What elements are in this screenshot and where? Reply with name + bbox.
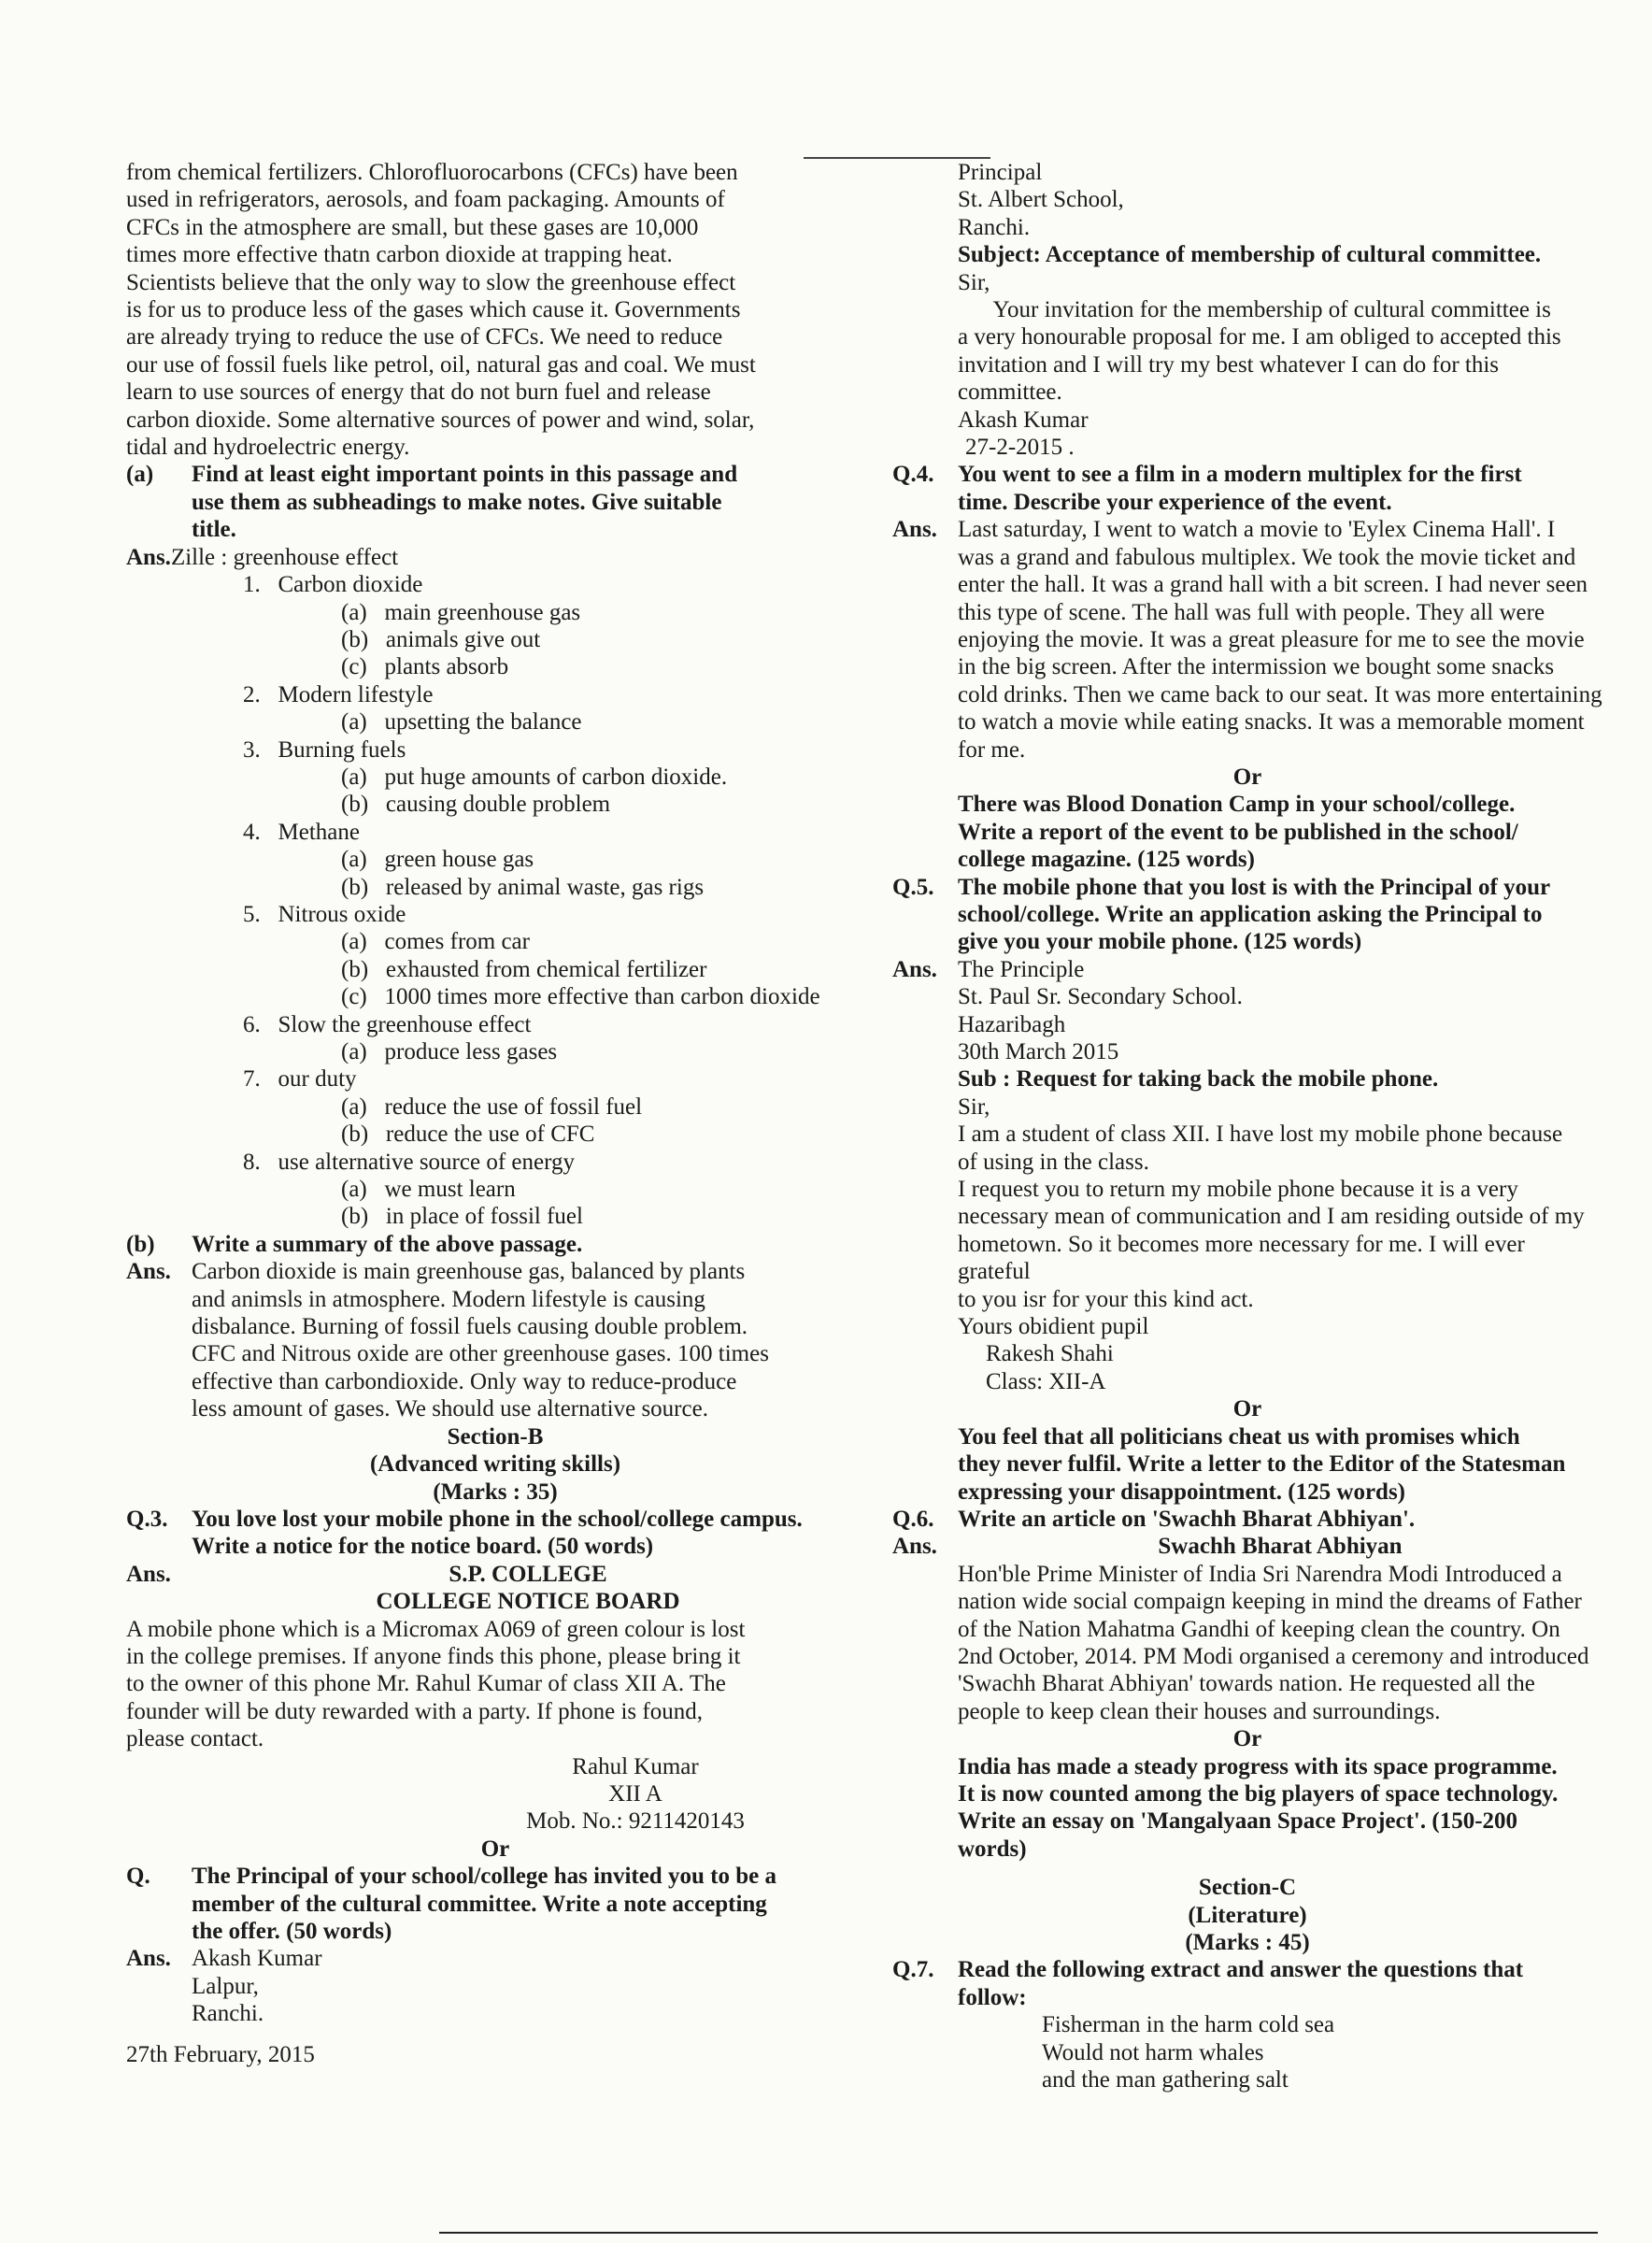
passage-line: tidal and hydroelectric energy. — [126, 435, 410, 461]
q4-ans-line: Last saturday, I went to watch a movie to 'Eylex Cinema Hall'. I — [958, 517, 1556, 543]
note-sub: (a) we must learn — [341, 1177, 516, 1203]
note-heading: 5. Nitrous oxide — [243, 901, 406, 927]
part-b-question — [126, 1231, 864, 1258]
q5-body-line: of using in the class. — [958, 1149, 1149, 1175]
letter-sign-date: 27-2-2015 . — [965, 435, 1075, 461]
note-heading: 1. Carbon dioxide — [243, 572, 423, 598]
notes-title: Zille : greenhouse effect — [170, 544, 399, 570]
bottom-divider — [439, 2232, 1598, 2234]
q4-ans-label: Ans. — [892, 517, 937, 543]
q-alt-ans-label: Ans. — [126, 1946, 171, 1972]
notice-sign-name: Rahul Kumar — [572, 1753, 699, 1779]
q4-line: time. Describe your experience of the event. — [958, 489, 1392, 515]
letter-sign-name: Akash Kumar — [958, 407, 1089, 433]
q5-body-line: to you isr for your this kind act. — [958, 1286, 1254, 1312]
q5-question — [892, 874, 1602, 956]
poem-line: Fisherman in the harm cold sea — [1042, 2012, 1335, 2038]
notice-signature — [126, 1753, 864, 1836]
address-line: Akash Kumar — [192, 1946, 322, 1972]
note-sub: (a) main greenhouse gas — [341, 599, 581, 625]
summary-answer — [126, 1258, 864, 1422]
q-alt-question — [126, 1863, 864, 1945]
section-b-subtitle: (Advanced writing skills) — [369, 1451, 621, 1478]
note-sub: (a) put huge amounts of carbon dioxide. — [341, 764, 728, 790]
notice-line: to the owner of this phone Mr. Rahul Kumar of class XII A. The — [126, 1671, 726, 1697]
q5-alt-question — [892, 1423, 1602, 1506]
q3-label: Q.3. — [126, 1506, 168, 1532]
section-b-heading — [126, 1423, 864, 1506]
note-sub: (b) exhausted from chemical fertilizer — [341, 956, 707, 982]
q6-alt-line: It is now counted among the big players of space technology. — [958, 1780, 1559, 1807]
note-sub: (a) upsetting the balance — [341, 709, 582, 736]
q5-body-line: hometown. So it becomes more necessary for me. I will ever grateful — [958, 1231, 1531, 1285]
q4-alt-line: There was Blood Donation Camp in your school/college. — [958, 792, 1516, 818]
section-c-title: Section-C — [1198, 1875, 1297, 1901]
passage-line: carbon dioxide. Some alternative sources of power and wind, solar, — [126, 407, 755, 433]
passage-text — [126, 159, 864, 461]
q3-line: Write a notice for the notice board. (50 words) — [192, 1534, 654, 1560]
q3-line: You love lost your mobile phone in the school/college campus. — [192, 1506, 803, 1532]
q6-body-line: Hon'ble Prime Minister of India Sri Narendra Modi Introduced a — [958, 1561, 1562, 1587]
q6-title: Swachh Bharat Abhiyan — [1158, 1534, 1403, 1560]
q4-alt-line: Write a report of the event to be published in the school/ — [958, 819, 1518, 845]
q5-line: school/college. Write an application asking the Principal to — [958, 901, 1543, 927]
poem-line: Would not harm whales — [1042, 2039, 1264, 2065]
notes-answer — [126, 544, 864, 1231]
q5-body-line: necessary mean of communication and I am residing outside of my — [958, 1204, 1585, 1230]
passage-line: our use of fossil fuels like petrol, oil, natural gas and coal. We must — [126, 351, 756, 378]
address-line: Lalpur, — [192, 1973, 259, 1999]
q6-alt-line: Write an essay on 'Mangalyaan Space Project'. (150-200 — [958, 1808, 1518, 1835]
letter-subject: Subject: Acceptance of membership of cultural committee. — [958, 242, 1542, 268]
part-a-line: use them as subheadings to make notes. Give suitable — [192, 489, 722, 515]
notice-line: in the college premises. If anyone finds this phone, please bring it — [126, 1643, 741, 1669]
letter-address — [892, 159, 1602, 461]
letter-salutation: Sir, — [958, 269, 990, 295]
q5-body-line: I am a student of class XII. I have lost my mobile phone because — [958, 1122, 1563, 1148]
note-sub: (b) causing double problem — [341, 792, 611, 818]
q6-body-line: of the Nation Mahatma Gandhi of keeping clean the country. On — [958, 1616, 1560, 1642]
q5-line: give you your mobile phone. (125 words) — [958, 929, 1362, 955]
or-separator: Or — [1232, 1726, 1262, 1752]
passage-line: times more effective thatn carbon dioxide at trapping heat. — [126, 242, 673, 268]
passage-line: CFCs in the atmosphere are small, but these gases are 10,000 — [126, 214, 699, 240]
passage-line: is for us to produce less of the gases which cause it. Governments — [126, 297, 741, 323]
part-b-text: Write a summary of the above passage. — [192, 1231, 583, 1257]
q7-line: follow: — [958, 1984, 1027, 2010]
or-separator: Or — [1232, 1396, 1262, 1422]
part-a-question — [126, 461, 864, 543]
part-a-line: title. — [192, 517, 236, 543]
q5-sign-name: Rakesh Shahi — [986, 1341, 1114, 1367]
note-heading: 6. Slow the greenhouse effect — [243, 1011, 532, 1037]
q4-alt-line: college magazine. (125 words) — [958, 847, 1255, 873]
note-sub: (c) 1000 times more effective than carbon dioxide — [341, 984, 820, 1010]
q6-ans-label: Ans. — [892, 1534, 937, 1560]
q5-ans-label: Ans. — [892, 956, 937, 982]
q4-ans-line: for me. — [958, 736, 1026, 763]
notice-body — [126, 1616, 864, 1753]
letter-line: Ranchi. — [958, 214, 1031, 240]
q-alt-line: the offer. (50 words) — [192, 1919, 392, 1944]
q5-alt-line: You feel that all politicians cheat us with promises which — [958, 1423, 1520, 1450]
q3-question — [126, 1506, 864, 1561]
q5-sub: Sub : Request for taking back the mobile phone. — [958, 1066, 1439, 1093]
note-sub: (a) reduce the use of fossil fuel — [341, 1093, 643, 1120]
letter-line: St. Albert School, — [958, 187, 1124, 213]
notice-sign-mobile: Mob. No.: 9211420143 — [526, 1808, 745, 1835]
q-alt-answer — [126, 1945, 864, 2027]
note-heading: 8. use alternative source of energy — [243, 1149, 575, 1175]
q6-alt-line: words) — [958, 1836, 1027, 1862]
part-a-line: Find at least eight important points in this passage and — [192, 462, 738, 488]
q4-ans-line: cold drinks. Then we came back to our seat. It was more entertaining — [958, 681, 1602, 707]
q4-answer — [892, 516, 1602, 764]
q6-text: Write an article on 'Swachh Bharat Abhiyan'. — [958, 1506, 1416, 1532]
letter-body-line: committee. — [958, 379, 1062, 406]
q5-body-line: I request you to return my mobile phone because it is a very — [958, 1177, 1518, 1203]
summary-line: and animsls in atmosphere. Modern lifestyle is causing — [192, 1286, 705, 1312]
q-alt-line: The Principal of your school/college has invited you to be a — [192, 1864, 776, 1890]
notice-sign-class: XII A — [608, 1780, 662, 1807]
passage-line: are already trying to reduce the use of CFCs. We need to reduce — [126, 324, 723, 350]
q6-body-line: nation wide social compaign keeping in mind the dreams of Father — [958, 1589, 1582, 1615]
address-line: Ranchi. — [192, 2001, 264, 2027]
q4-ans-line: was a grand and fabulous multiplex. We took the movie ticket and — [958, 544, 1576, 570]
q6-label: Q.6. — [892, 1506, 934, 1532]
q-alt-label: Q. — [126, 1864, 150, 1890]
q4-ans-line: in the big screen. After the intermission we bought some snacks — [958, 654, 1555, 680]
q5-alt-line: they never fulfil. Write a letter to the Editor of the Statesman — [958, 1451, 1566, 1478]
q4-line: You went to see a film in a modern multiplex for the first — [958, 462, 1522, 488]
section-c-marks: (Marks : 45) — [1185, 1930, 1310, 1955]
q5-date: 30th March 2015 — [958, 1039, 1119, 1064]
q4-question — [892, 461, 1602, 516]
note-sub: (b) in place of fossil fuel — [341, 1204, 583, 1230]
notice-line: please contact. — [126, 1726, 264, 1752]
notice-line: founder will be duty rewarded with a party. If phone is found, — [126, 1698, 703, 1724]
q7-question — [892, 1956, 1602, 2011]
right-column — [892, 159, 1602, 2093]
part-a-label: (a) — [126, 462, 154, 488]
note-sub: (b) reduce the use of CFC — [341, 1122, 595, 1148]
q4-label: Q.4. — [892, 462, 934, 488]
notice-line: A mobile phone which is a Micromax A069 of green colour is lost — [126, 1616, 746, 1642]
q5-address-line: The Principle — [958, 956, 1085, 982]
q5-answer — [892, 956, 1602, 1396]
q6-question — [892, 1506, 1602, 1533]
q5-alt-line: expressing your disappointment. (125 words) — [958, 1479, 1405, 1505]
q7-label: Q.7. — [892, 1957, 934, 1983]
q6-body-line: 2nd October, 2014. PM Modi organised a ceremony and introduced — [958, 1643, 1589, 1669]
q3-ans-label: Ans. — [126, 1561, 171, 1587]
note-heading: 4. Methane — [243, 819, 360, 845]
q7-line: Read the following extract and answer the questions that — [958, 1957, 1524, 1983]
q-alt-line: member of the cultural committee. Write a note accepting — [192, 1891, 767, 1917]
q5-sign-class: Class: XII-A — [986, 1368, 1106, 1394]
note-heading: 2. Modern lifestyle — [243, 681, 434, 707]
letter-line: Principal — [958, 160, 1043, 185]
letter-body-line: Your invitation for the membership of cultural committee is — [958, 297, 1551, 323]
q5-address-line: St. Paul Sr. Secondary School. — [958, 984, 1243, 1010]
q6-alt-line: India has made a steady progress with its space programme. — [958, 1753, 1558, 1779]
passage-line: used in refrigerators, aerosols, and foam packaging. Amounts of — [126, 187, 725, 213]
poem-line: and the man gathering salt — [1042, 2067, 1289, 2093]
q3-answer — [126, 1561, 864, 1616]
q4-alt-question — [892, 791, 1602, 873]
q6-alt-question — [892, 1753, 1602, 1864]
note-sub: (a) produce less gases — [341, 1039, 558, 1064]
or-separator: Or — [480, 1836, 510, 1862]
notice-college: S.P. COLLEGE — [449, 1561, 607, 1587]
or-separator: Or — [1232, 764, 1262, 790]
summary-line: CFC and Nitrous oxide are other greenhouse gases. 100 times — [192, 1341, 769, 1367]
letter-body-line: a very honourable proposal for me. I am obliged to accepted this — [958, 324, 1561, 350]
q5-label: Q.5. — [892, 874, 934, 900]
q6-body-line: people to keep clean their houses and surroundings. — [958, 1698, 1441, 1724]
note-sub: (b) released by animal waste, gas rigs — [341, 874, 705, 900]
q4-ans-line: enjoying the movie. It was a great pleasure for me to see the movie — [958, 626, 1585, 652]
note-sub: (b) animals give out — [341, 626, 541, 652]
left-column — [126, 159, 864, 2068]
q4-ans-line: enter the hall. It was a grand hall with a bit screen. I had never seen — [958, 572, 1588, 598]
q4-ans-line: this type of scene. The hall was full with people. They all were — [958, 599, 1545, 625]
passage-line: learn to use sources of energy that do not burn fuel and release — [126, 379, 711, 406]
q4-ans-line: to watch a movie while eating snacks. It was a memorable moment — [958, 709, 1585, 736]
note-sub: (a) comes from car — [341, 929, 530, 955]
section-b-marks: (Marks : 35) — [433, 1479, 558, 1505]
q5-line: The mobile phone that you lost is with the Principal of your — [958, 874, 1551, 900]
summary-line: Carbon dioxide is main greenhouse gas, balanced by plants — [192, 1259, 746, 1285]
passage-line: from chemical fertilizers. Chlorofluorocarbons (CFCs) have been — [126, 160, 738, 185]
section-b-title: Section-B — [447, 1423, 544, 1450]
part-b-label: (b) — [126, 1231, 155, 1257]
note-heading: 7. our duty — [243, 1066, 357, 1093]
notice-board-title: COLLEGE NOTICE BOARD — [376, 1589, 680, 1615]
q7-poem — [892, 2011, 1602, 2093]
section-c-heading — [892, 1874, 1602, 1956]
note-date: 27th February, 2015 — [126, 2041, 315, 2067]
letter-body-line: invitation and I will try my best whatever I can do for this — [958, 351, 1500, 378]
note-sub: (a) green house gas — [341, 847, 534, 873]
section-c-subtitle: (Literature) — [1188, 1902, 1307, 1928]
q6-answer — [892, 1533, 1602, 1725]
q5-closing: Yours obidient pupil — [958, 1314, 1149, 1340]
summary-line: less amount of gases. We should use alternative source. — [192, 1396, 708, 1422]
note-heading: 3. Burning fuels — [243, 736, 406, 763]
summary-line: disbalance. Burning of fossil fuels causing double problem. — [192, 1314, 748, 1340]
q6-body-line: 'Swachh Bharat Abhiyan' towards nation. He requested all the — [958, 1671, 1535, 1697]
q5-salutation: Sir, — [958, 1093, 990, 1120]
passage-line: Scientists believe that the only way to slow the greenhouse effect — [126, 269, 736, 295]
note-sub: (c) plants absorb — [341, 654, 509, 680]
notes-ans-label: Ans. — [126, 544, 171, 570]
q5-address-line: Hazaribagh — [958, 1011, 1066, 1037]
summary-line: effective than carbondioxide. Only way to reduce-produce — [192, 1368, 737, 1394]
summary-ans-label: Ans. — [126, 1259, 171, 1285]
